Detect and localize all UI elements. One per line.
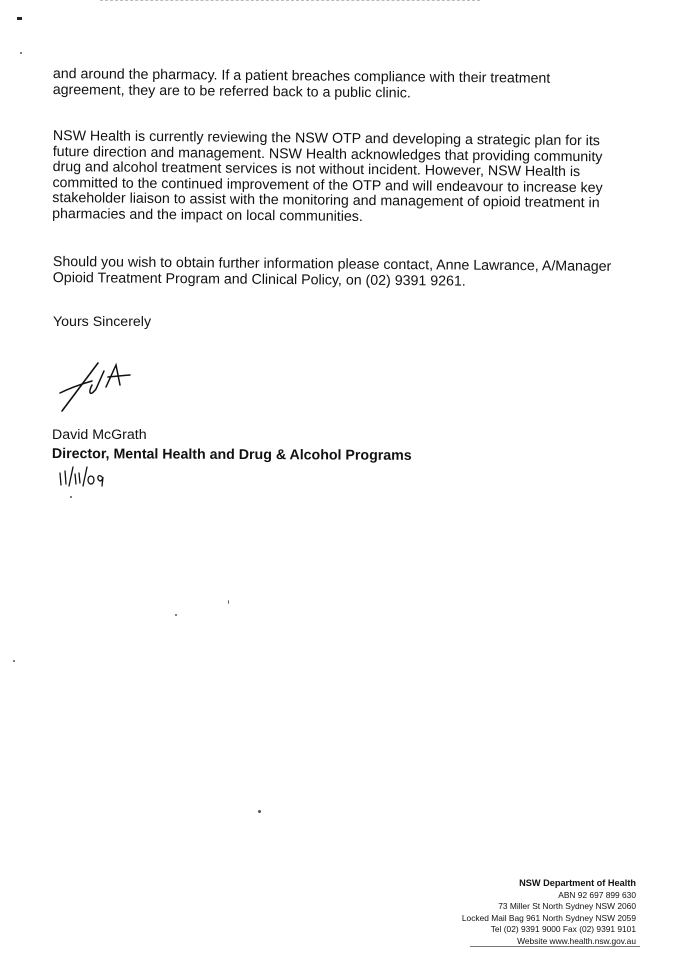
letter-paragraph-3: Should you wish to obtain further information please contact, Anne Lawrance, A/Manager Opioid Treatment Program and Clinical Policy, on (02) 9391 9261. <box>52 254 612 290</box>
scan-speck <box>13 660 15 662</box>
footer-website: Website www.health.nsw.gov.au <box>517 935 636 946</box>
letter-paragraph-2: NSW Health is currently reviewing the NSW OTP and developing a strategic plan for its future direction and management. NSW Health acknowledges that providing community drug and alcohol treatment services is not without incident. However, NSW Health is committed to the continued improvement of the OTP and will endeavour to increase key stakeholder liaison to assist with the monitoring and management of opioid treatment in pharmacies and the impact on local communities. <box>52 128 603 225</box>
scan-speck <box>20 52 22 54</box>
handwritten-signature <box>58 355 138 417</box>
footer-rule <box>470 946 640 947</box>
footer-department: NSW Department of Health <box>519 878 636 888</box>
closing-salutation: Yours Sincerely <box>53 314 152 330</box>
scan-edge-marks <box>100 0 480 2</box>
footer-abn: ABN 92 697 899 630 <box>558 889 636 900</box>
footer-street-address: 73 Miller St North Sydney NSW 2060 <box>498 901 636 912</box>
scan-speck <box>228 600 229 604</box>
letter-paragraph-1: and around the pharmacy. If a patient breaches compliance with their treatment agreement, they are to be referred back to a public clinic. <box>52 66 551 101</box>
signer-name: David McGrath <box>52 427 147 443</box>
footer-phone-fax: Tel (02) 9391 9000 Fax (02) 9391 9101 <box>490 924 636 935</box>
scan-speck <box>70 496 72 498</box>
signer-title: Director, Mental Health and Drug & Alcohol Programs <box>51 446 412 464</box>
scan-speck <box>258 810 261 813</box>
scan-mark <box>17 17 22 20</box>
footer-mail-address: Locked Mail Bag 961 North Sydney NSW 2059 <box>461 912 636 923</box>
letterhead-footer <box>462 878 636 948</box>
handwritten-date <box>58 465 108 487</box>
scan-speck <box>175 614 177 616</box>
